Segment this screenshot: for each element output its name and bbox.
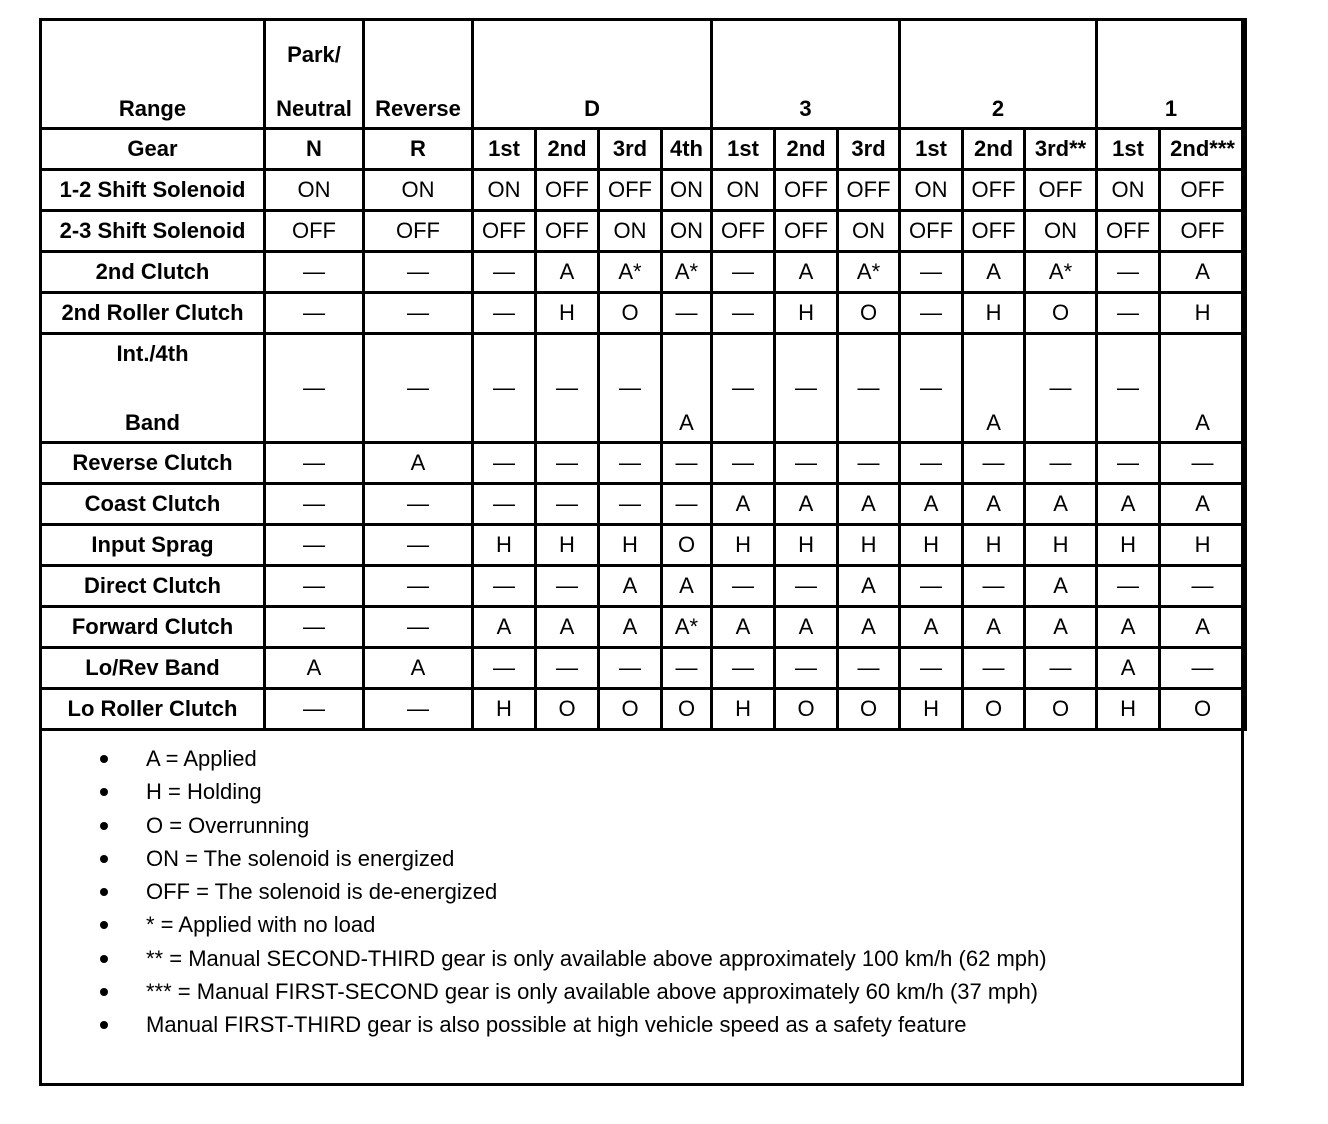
legend-item [96, 842, 1047, 875]
gear-label: Gear [41, 129, 265, 170]
cell: A [900, 484, 963, 525]
cell: — [838, 648, 900, 689]
cell: A [900, 607, 963, 648]
cell: H [599, 525, 662, 566]
cell: OFF [265, 211, 364, 252]
band-row-label [41, 334, 265, 443]
gear-cell: 2nd*** [1160, 129, 1246, 170]
legend-item [96, 942, 1047, 975]
cell: — [265, 525, 364, 566]
cell: A* [662, 607, 712, 648]
bullet-icon [100, 1021, 108, 1029]
cell-value: — [1117, 374, 1140, 400]
cell: ON [900, 170, 963, 211]
cell: H [536, 293, 599, 334]
bullet-icon [100, 822, 108, 830]
gear-cell: R [364, 129, 473, 170]
cell: H [1160, 525, 1246, 566]
cell-value: A [679, 410, 694, 436]
legend-item [96, 775, 1047, 808]
cell-value: — [732, 374, 755, 400]
cell: ON [662, 211, 712, 252]
cell: H [963, 525, 1025, 566]
table-row [41, 170, 1246, 211]
cell: O [775, 689, 838, 730]
cell: — [473, 443, 536, 484]
cell: — [599, 443, 662, 484]
cell: — [536, 443, 599, 484]
table-row [41, 566, 1246, 607]
neutral-label: Neutral [276, 95, 352, 121]
cell: A [1025, 484, 1097, 525]
cell: ON [1097, 170, 1160, 211]
cell: H [900, 689, 963, 730]
gear-cell: 2nd [536, 129, 599, 170]
row-label: Direct Clutch [41, 566, 265, 607]
cell: ON [364, 170, 473, 211]
cell: — [900, 293, 963, 334]
cell: A [1097, 607, 1160, 648]
row-label: 2nd Roller Clutch [41, 293, 265, 334]
cell: — [775, 566, 838, 607]
range-header-row [41, 20, 1246, 129]
cell: — [1160, 443, 1246, 484]
cell: A [1025, 607, 1097, 648]
cell: O [1025, 689, 1097, 730]
cell: — [364, 566, 473, 607]
cell: H [775, 525, 838, 566]
cell: — [364, 484, 473, 525]
row-label: 2-3 Shift Solenoid [41, 211, 265, 252]
cell: H [900, 525, 963, 566]
cell-value: A [1195, 410, 1210, 436]
cell-value: — [556, 374, 578, 400]
legend-item [96, 875, 1047, 908]
band-cell [963, 334, 1025, 443]
legend-text: *** = Manual FIRST-SECOND gear is only available above approximately 60 km/h (37 mph) [146, 979, 1039, 1005]
bullet-icon [100, 988, 108, 996]
cell: H [838, 525, 900, 566]
cell: — [536, 566, 599, 607]
row-label: Reverse Clutch [41, 443, 265, 484]
range-2-header: 2 [900, 20, 1097, 129]
cell: OFF [1097, 211, 1160, 252]
cell: A* [599, 252, 662, 293]
cell: OFF [838, 170, 900, 211]
band-cell [599, 334, 662, 443]
cell-value: — [407, 374, 429, 400]
cell: A* [838, 252, 900, 293]
cell: — [712, 566, 775, 607]
cell: A [838, 566, 900, 607]
park-neutral-header [265, 20, 364, 129]
cell: — [1025, 648, 1097, 689]
cell: — [775, 443, 838, 484]
cell: O [838, 293, 900, 334]
row-label: Lo Roller Clutch [41, 689, 265, 730]
cell: OFF [900, 211, 963, 252]
cell: O [599, 293, 662, 334]
cell: A [364, 648, 473, 689]
legend-text: ON = The solenoid is energized [146, 845, 455, 871]
drive-header: D [473, 20, 712, 129]
cell: O [599, 689, 662, 730]
band-cell [265, 334, 364, 443]
band-row [41, 334, 1246, 443]
cell: — [473, 566, 536, 607]
cell: A* [1025, 252, 1097, 293]
cell: A [473, 607, 536, 648]
range-1-header: 1 [1097, 20, 1246, 129]
gear-cell: 4th [662, 129, 712, 170]
cell: H [712, 525, 775, 566]
cell: H [536, 525, 599, 566]
cell: — [473, 252, 536, 293]
cell: — [662, 484, 712, 525]
cell: OFF [963, 211, 1025, 252]
cell: — [900, 252, 963, 293]
bullet-icon [100, 955, 108, 963]
cell: A [662, 566, 712, 607]
cell: — [900, 648, 963, 689]
table-row [41, 443, 1246, 484]
cell: A [963, 607, 1025, 648]
cell: — [963, 648, 1025, 689]
cell: — [838, 443, 900, 484]
cell: A [775, 484, 838, 525]
table-row [41, 525, 1246, 566]
row-label: Forward Clutch [41, 607, 265, 648]
cell: — [712, 293, 775, 334]
legend-text: Manual FIRST-THIRD gear is also possible at high vehicle speed as a safety feature [146, 1012, 967, 1038]
cell: H [1097, 689, 1160, 730]
park-label: Park/ [287, 42, 341, 68]
legend-item [96, 975, 1047, 1008]
cell: — [963, 443, 1025, 484]
band-label-bottom: Band [125, 410, 180, 436]
cell: H [963, 293, 1025, 334]
cell: A* [662, 252, 712, 293]
cell: A [838, 607, 900, 648]
cell: — [536, 648, 599, 689]
gear-cell: 2nd [963, 129, 1025, 170]
cell: ON [1025, 211, 1097, 252]
cell: A [599, 566, 662, 607]
legend-text: H = Holding [146, 779, 262, 805]
cell: — [364, 252, 473, 293]
table-row [41, 211, 1246, 252]
cell: O [838, 689, 900, 730]
cell: — [662, 443, 712, 484]
row-label: Input Sprag [41, 525, 265, 566]
cell: A [265, 648, 364, 689]
legend-text: OFF = The solenoid is de-energized [146, 879, 498, 905]
cell: — [473, 293, 536, 334]
table-row [41, 484, 1246, 525]
cell: — [712, 443, 775, 484]
cell: — [1097, 293, 1160, 334]
band-cell [662, 334, 712, 443]
cell: — [265, 252, 364, 293]
cell: ON [473, 170, 536, 211]
cell: — [364, 293, 473, 334]
cell: — [712, 648, 775, 689]
cell: — [1025, 443, 1097, 484]
cell: A [1097, 484, 1160, 525]
cell: H [473, 689, 536, 730]
cell: O [1025, 293, 1097, 334]
cell: — [536, 484, 599, 525]
table-row [41, 607, 1246, 648]
table-row [41, 689, 1246, 730]
cell: OFF [712, 211, 775, 252]
cell: — [265, 293, 364, 334]
cell: — [364, 525, 473, 566]
cell: — [265, 607, 364, 648]
cell: A [1025, 566, 1097, 607]
legend-text: ** = Manual SECOND-THIRD gear is only available above approximately 100 km/h (62 mph) [146, 945, 1047, 971]
legend-text: * = Applied with no load [146, 912, 376, 938]
cell: — [1097, 566, 1160, 607]
cell: OFF [1160, 211, 1246, 252]
cell: A [1160, 252, 1246, 293]
reverse-header: Reverse [364, 20, 473, 129]
cell: A [838, 484, 900, 525]
cell: OFF [1025, 170, 1097, 211]
range-label: Range [41, 20, 265, 129]
legend-item [96, 742, 1047, 775]
cell: — [662, 293, 712, 334]
gear-cell: 2nd [775, 129, 838, 170]
cell: OFF [364, 211, 473, 252]
legend-item [96, 908, 1047, 941]
cell: — [775, 648, 838, 689]
cell-value: — [303, 374, 325, 400]
legend-item [96, 1008, 1047, 1041]
cell: A [536, 252, 599, 293]
cell: OFF [599, 170, 662, 211]
cell: — [900, 443, 963, 484]
band-cell [1025, 334, 1097, 443]
cell: — [1097, 443, 1160, 484]
band-cell [775, 334, 838, 443]
table-row [41, 293, 1246, 334]
cell: O [536, 689, 599, 730]
cell: A [364, 443, 473, 484]
cell: OFF [536, 211, 599, 252]
cell: — [473, 648, 536, 689]
cell: H [1160, 293, 1246, 334]
cell: O [1160, 689, 1246, 730]
cell-value: — [619, 374, 641, 400]
gear-row [41, 129, 1246, 170]
band-cell [536, 334, 599, 443]
cell: A [712, 607, 775, 648]
bullet-icon [100, 888, 108, 896]
band-cell [1160, 334, 1246, 443]
table-row [41, 648, 1246, 689]
cell: H [1097, 525, 1160, 566]
cell: — [712, 252, 775, 293]
band-cell [712, 334, 775, 443]
gear-cell: N [265, 129, 364, 170]
cell: A [963, 484, 1025, 525]
cell: — [900, 566, 963, 607]
cell: A [536, 607, 599, 648]
row-label: 2nd Clutch [41, 252, 265, 293]
cell: A [712, 484, 775, 525]
cell: A [1160, 607, 1246, 648]
row-label: Coast Clutch [41, 484, 265, 525]
cell: — [265, 689, 364, 730]
cell: A [775, 252, 838, 293]
cell-value: A [986, 410, 1001, 436]
row-label: 1-2 Shift Solenoid [41, 170, 265, 211]
cell: — [599, 648, 662, 689]
cell-value: — [795, 374, 818, 400]
cell: — [1097, 252, 1160, 293]
cell: ON [712, 170, 775, 211]
cell: — [473, 484, 536, 525]
legend-list [96, 742, 1047, 1042]
cell: OFF [473, 211, 536, 252]
gear-cell: 1st [712, 129, 775, 170]
legend-text: O = Overrunning [146, 812, 310, 838]
row-label: Lo/Rev Band [41, 648, 265, 689]
cell: — [364, 689, 473, 730]
cell: — [265, 443, 364, 484]
clutch-application-chart [39, 18, 1247, 731]
cell-value: — [493, 374, 515, 400]
cell: ON [265, 170, 364, 211]
cell: OFF [775, 170, 838, 211]
cell: O [662, 689, 712, 730]
legend-item [96, 809, 1047, 842]
cell: OFF [1160, 170, 1246, 211]
cell: — [662, 648, 712, 689]
cell: — [599, 484, 662, 525]
cell: O [963, 689, 1025, 730]
range-3-header: 3 [712, 20, 900, 129]
bullet-icon [100, 788, 108, 796]
table-row [41, 252, 1246, 293]
cell: A [1160, 484, 1246, 525]
cell: A [775, 607, 838, 648]
cell: A [963, 252, 1025, 293]
band-cell [838, 334, 900, 443]
cell: — [364, 607, 473, 648]
cell-value: — [857, 374, 880, 400]
cell: ON [599, 211, 662, 252]
cell: — [265, 566, 364, 607]
cell: OFF [536, 170, 599, 211]
cell: H [775, 293, 838, 334]
cell: A [599, 607, 662, 648]
band-cell [473, 334, 536, 443]
bullet-icon [100, 921, 108, 929]
cell-value: — [920, 374, 943, 400]
bullet-icon [100, 755, 108, 763]
gear-cell: 3rd** [1025, 129, 1097, 170]
cell: A [1097, 648, 1160, 689]
cell: H [712, 689, 775, 730]
cell: OFF [963, 170, 1025, 211]
legend-text: A = Applied [146, 746, 257, 771]
cell: O [662, 525, 712, 566]
cell: OFF [775, 211, 838, 252]
gear-cell: 1st [473, 129, 536, 170]
cell: H [1025, 525, 1097, 566]
band-cell [364, 334, 473, 443]
gear-cell: 1st [900, 129, 963, 170]
cell: ON [662, 170, 712, 211]
band-label-top: Int./4th [116, 340, 189, 366]
cell: — [1160, 566, 1246, 607]
cell: ON [838, 211, 900, 252]
band-cell [900, 334, 963, 443]
gear-cell: 1st [1097, 129, 1160, 170]
cell: — [1160, 648, 1246, 689]
gear-cell: 3rd [838, 129, 900, 170]
cell-value: — [1049, 374, 1072, 400]
cell: — [265, 484, 364, 525]
gear-cell: 3rd [599, 129, 662, 170]
cell: — [963, 566, 1025, 607]
band-cell [1097, 334, 1160, 443]
cell: H [473, 525, 536, 566]
bullet-icon [100, 855, 108, 863]
